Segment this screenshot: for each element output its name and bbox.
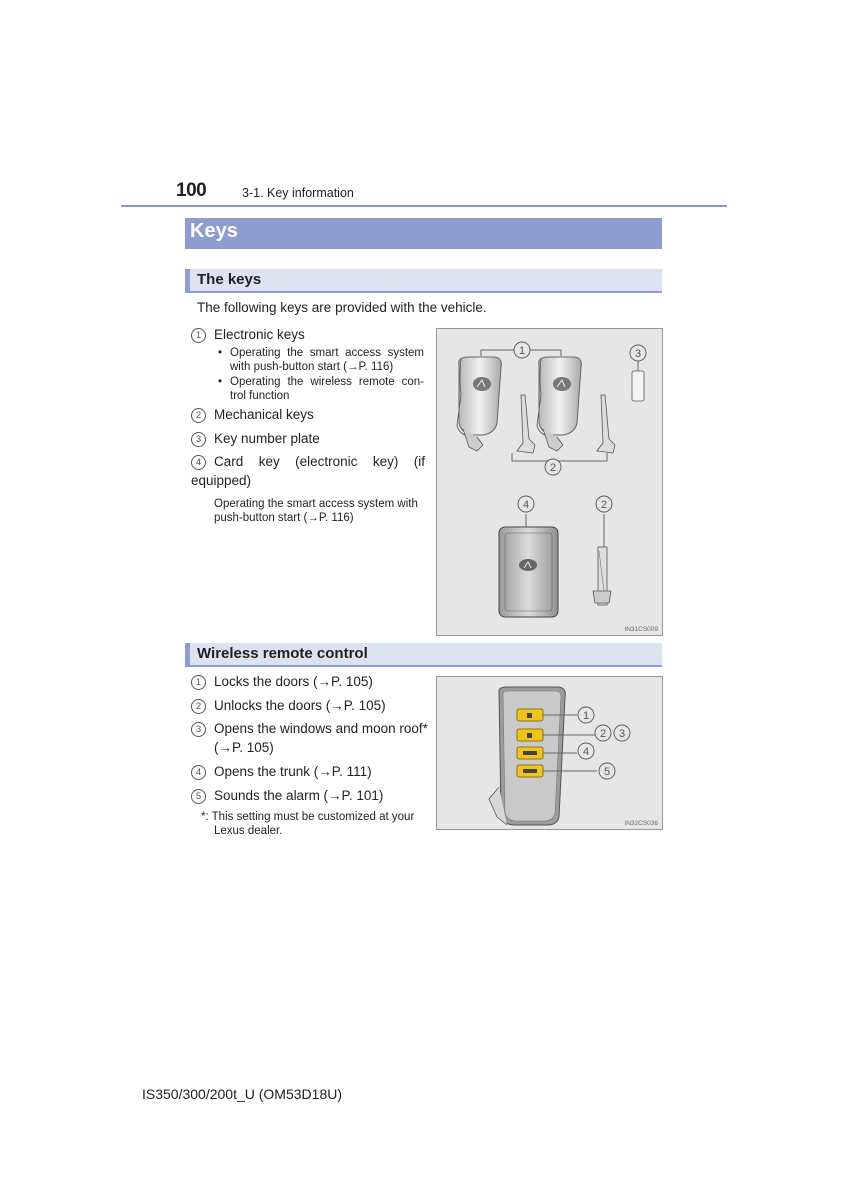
list-item-continuation: (→P. 105): [214, 740, 274, 755]
callout: 2: [549, 462, 557, 474]
bullet-text: Operating the wireless remote con-trol function: [230, 376, 424, 402]
item-label: Locks the doors (→P. 105): [214, 674, 373, 689]
bullet-text: Operating the smart access system with push-button start (→P. 116): [230, 347, 424, 373]
bullet-item: • Operating the wireless remote con-trol function: [218, 376, 424, 402]
trunk-button-icon: [517, 747, 543, 759]
unlock-button-icon: [517, 729, 543, 741]
subsection-title-wireless: Wireless remote control: [197, 645, 368, 662]
callout: 4: [522, 499, 530, 511]
callout: 4: [582, 746, 590, 758]
page-title: Keys: [190, 220, 238, 242]
figure-code: IN31CS009: [624, 626, 658, 633]
bullet-item: • Operating the smart access system with push-button start (→P. 116): [218, 347, 424, 373]
keys-figure: [436, 328, 663, 636]
list-item: [191, 405, 314, 424]
list-item: [191, 719, 428, 738]
item-label: Sounds the alarm (→P. 101): [214, 788, 384, 803]
callout: 1: [582, 710, 590, 722]
item-label: Opens the windows and moon roof*: [214, 721, 428, 736]
callout: 1: [518, 345, 526, 357]
callout: 2: [600, 499, 608, 511]
callout: 3: [634, 348, 642, 360]
item-label: Key number plate: [214, 431, 320, 446]
title-bar: [185, 218, 662, 249]
keys-illustration: [437, 329, 662, 635]
electronic-key-icon: [457, 357, 501, 451]
panic-button-icon: [517, 765, 543, 777]
remote-figure: [436, 676, 663, 830]
item-number: 3: [191, 722, 206, 737]
item-number: 1: [191, 328, 206, 343]
item-number: 4: [191, 455, 206, 470]
electronic-key-icon: [537, 357, 581, 451]
list-item: [191, 452, 425, 490]
callout: 2: [599, 728, 607, 740]
item-number: 3: [191, 432, 206, 447]
item-label: Unlocks the doors (→P. 105): [214, 698, 386, 713]
lock-button-icon: [517, 709, 543, 721]
item-label: Mechanical keys: [214, 407, 314, 422]
card-key-icon: [499, 527, 558, 617]
section-breadcrumb: 3-1. Key information: [242, 186, 354, 200]
item-number: 2: [191, 408, 206, 423]
item-number: 1: [191, 675, 206, 690]
list-item: [191, 325, 305, 344]
item-label: Opens the trunk (→P. 111): [214, 764, 372, 779]
item-number: 4: [191, 765, 206, 780]
list-item: [191, 786, 383, 805]
item-label: Card key (electronic key) (if equipped): [191, 454, 425, 488]
card-key-note: Operating the smart access system with push-button start (→P. 116): [214, 498, 418, 524]
callout: 3: [618, 728, 626, 740]
item-number: 2: [191, 699, 206, 714]
footer-model-code: IS350/300/200t_U (OM53D18U): [142, 1086, 342, 1102]
footnote: *: This setting must be customized at your Lexus dealer.: [201, 811, 415, 837]
list-item: [191, 672, 373, 691]
item-number: 5: [191, 789, 206, 804]
list-item: [191, 696, 386, 715]
figure-code: IN32CS036: [624, 820, 658, 827]
list-item: [191, 762, 372, 781]
header-rule: [121, 205, 727, 207]
list-item: [191, 429, 320, 448]
mechanical-key-icon: [593, 547, 611, 605]
remote-illustration: [437, 677, 662, 829]
subsection-title-the-keys: The keys: [197, 271, 262, 288]
intro-text: The following keys are provided with the vehicle.: [197, 300, 487, 315]
page-number: 100: [176, 180, 207, 201]
item-label: Electronic keys: [214, 327, 305, 342]
callout: 5: [603, 766, 611, 778]
key-number-plate-icon: [632, 371, 644, 401]
